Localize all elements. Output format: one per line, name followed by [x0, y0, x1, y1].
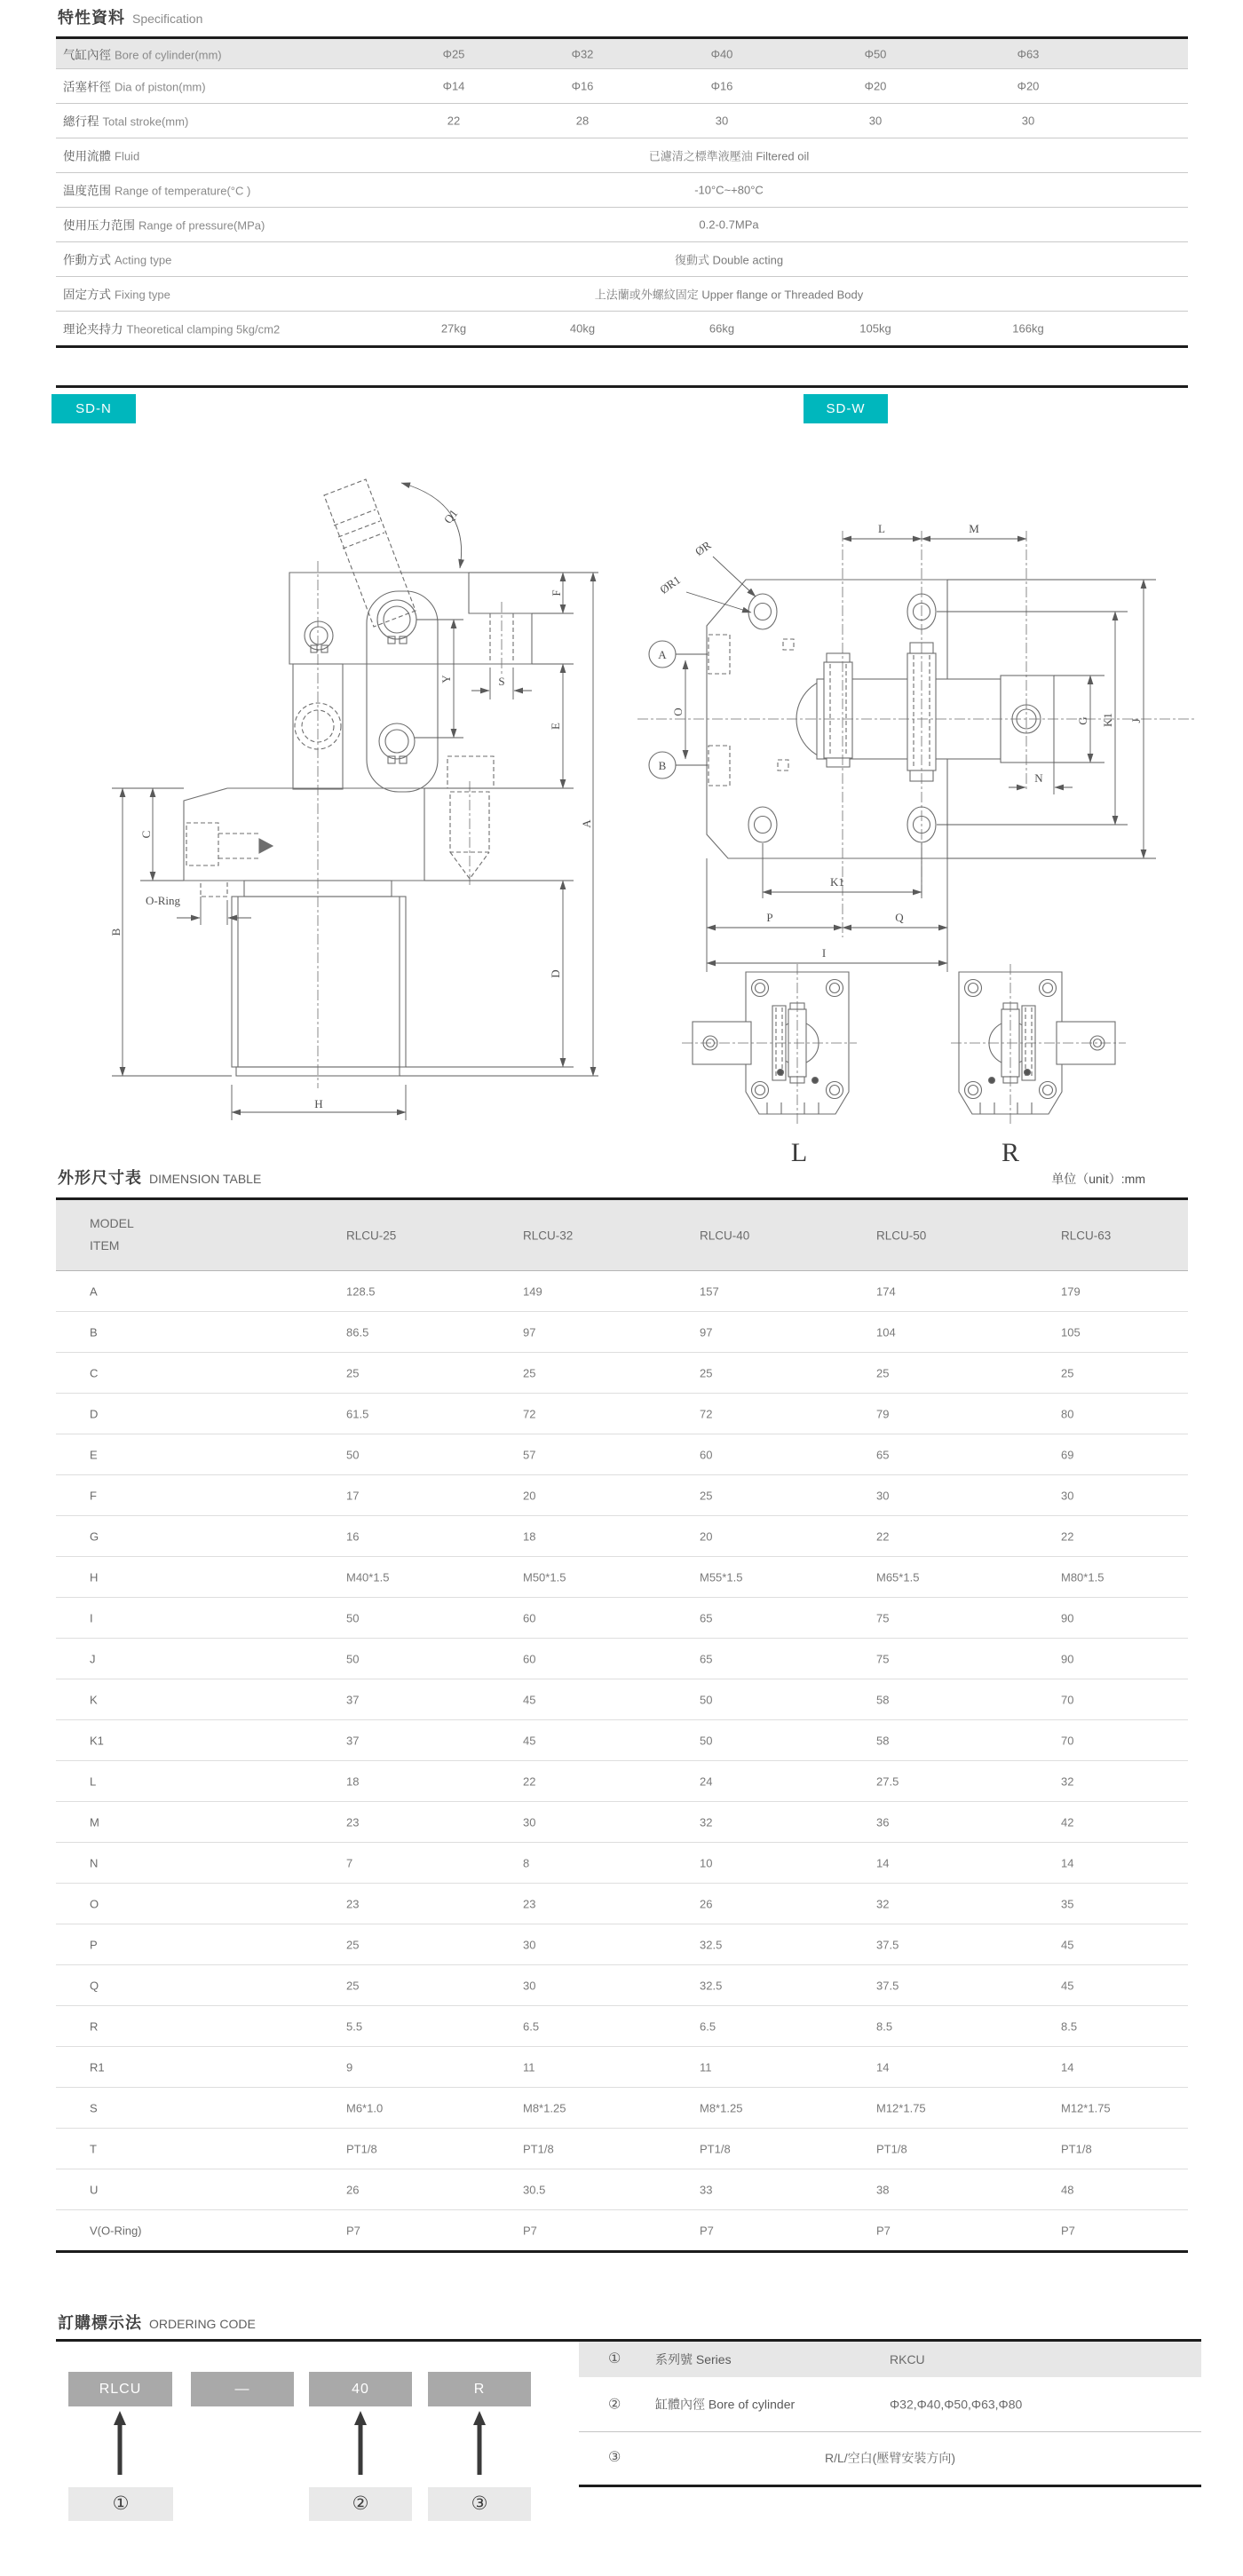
badge-sd-w: SD-W: [804, 394, 888, 423]
dim-label-dia-r: ØR: [693, 538, 714, 558]
dim-value: 45: [1061, 1979, 1074, 1992]
dim-value: M50*1.5: [523, 1570, 566, 1584]
spec-merged-value: -10°C~+80°C: [694, 183, 764, 197]
spec-value: Φ40: [710, 47, 733, 60]
dim-row-item: N: [90, 1856, 99, 1869]
dimension-table-row: [56, 2047, 1188, 2088]
ordering-section-title: [58, 2311, 256, 2334]
dim-value: 6.5: [523, 2019, 540, 2033]
spec-value: Φ50: [864, 47, 887, 60]
dim-label-s: S: [498, 675, 505, 688]
dim-row-item: B: [90, 1325, 98, 1339]
dim-row-item: J: [90, 1652, 96, 1665]
dim-value: 14: [1061, 2060, 1074, 2074]
dim-value: 174: [876, 1284, 896, 1298]
info-row-value: R/L/空白(壓臂安裝方向): [825, 2451, 955, 2465]
port-label-a: A: [658, 648, 667, 661]
dimension-table-row: [56, 2169, 1188, 2210]
dimension-table-body: [56, 1271, 1188, 2250]
dimension-table-row: [56, 1475, 1188, 1516]
spec-merged-value: 上法蘭或外螺紋固定 Upper flange or Threaded Body: [594, 288, 864, 302]
dim-value: 75: [876, 1652, 890, 1665]
dimension-table-row: [56, 1557, 1188, 1598]
dim-value: 6.5: [700, 2019, 717, 2033]
dim-value: 128.5: [346, 1284, 376, 1298]
dim-value: 86.5: [346, 1325, 369, 1339]
dim-value: 97: [700, 1325, 713, 1339]
dim-value: 30: [1061, 1489, 1074, 1502]
spec-value: Φ16: [710, 79, 733, 93]
dim-value: 32.5: [700, 1979, 723, 1992]
dim-row-item: I: [90, 1611, 93, 1624]
dim-value: 65: [876, 1448, 890, 1461]
dim-value: 60: [523, 1652, 536, 1665]
dim-value: 37.5: [876, 1979, 899, 1992]
dim-value: 179: [1061, 1284, 1081, 1298]
dim-value: M80*1.5: [1061, 1570, 1104, 1584]
spec-value: 30: [1021, 114, 1035, 128]
dim-value: 70: [1061, 1734, 1074, 1747]
dim-value: 32: [700, 1815, 713, 1829]
dim-value: 58: [876, 1693, 890, 1706]
dim-row-item: P: [90, 1938, 98, 1951]
orientation-view-left: [682, 964, 857, 1124]
info-row-number: ②: [608, 2397, 622, 2412]
spec-value: 28: [575, 114, 590, 128]
dim-row-item: K1: [90, 1734, 104, 1747]
dim-value: 30: [523, 1979, 536, 1992]
dim-label-f: F: [550, 589, 563, 597]
dim-value: 75: [876, 1611, 890, 1624]
up-arrow-icon: [354, 2411, 367, 2475]
dim-label-dia-r1: ØR1: [657, 573, 684, 597]
dim-value: 18: [346, 1774, 360, 1788]
dim-label-l: L: [878, 522, 885, 535]
dim-value: 50: [700, 1693, 713, 1706]
dim-value: M6*1.0: [346, 2101, 384, 2114]
spec-value: Φ32: [571, 47, 594, 60]
dim-value: 9: [346, 2060, 353, 2074]
dim-label-o: O: [671, 707, 685, 716]
spec-value: Φ20: [864, 79, 887, 93]
spec-merged-value: 復動式 Double acting: [674, 253, 784, 267]
up-arrow-icon: [473, 2411, 486, 2475]
dim-value: 7: [346, 1856, 353, 1869]
dim-value: 30.5: [523, 2183, 546, 2196]
dim-row-item: E: [90, 1448, 98, 1461]
dim-value: 58: [876, 1734, 890, 1747]
dimension-table-row: [56, 1965, 1188, 2006]
spec-title-zh: 特性資料: [58, 9, 125, 27]
dim-header-model: MODEL: [90, 1216, 134, 1230]
spec-row-label: 温度范围 Range of temperature(°C ): [63, 184, 251, 198]
dim-value: 18: [523, 1529, 536, 1543]
spec-merged-value: 已濾清之標準液壓油 Filtered oil: [648, 149, 810, 163]
dim-value: 22: [1061, 1529, 1074, 1543]
ordering-code-box-series: RLCU: [68, 2372, 172, 2406]
spec-value: Φ20: [1017, 79, 1040, 93]
dim-value: 25: [1061, 1366, 1074, 1379]
dim-value: 11: [700, 2060, 712, 2074]
ordering-info-row-direction: [579, 2431, 1201, 2485]
info-row-label: 缸體內徑 Bore of cylinder: [655, 2397, 796, 2411]
dim-value: 22: [876, 1529, 890, 1543]
dim-row-item: K: [90, 1693, 98, 1706]
dim-value: P7: [346, 2224, 360, 2237]
dim-value: 14: [876, 1856, 890, 1869]
dim-value: 37.5: [876, 1938, 899, 1951]
dimension-table: [56, 1197, 1188, 2253]
dim-label-c: C: [139, 830, 153, 839]
dim-value: 25: [876, 1366, 890, 1379]
dim-value: 5.5: [346, 2019, 363, 2033]
spec-row-label: 總行程 Total stroke(mm): [63, 115, 189, 129]
dim-value: 14: [876, 2060, 890, 2074]
dim-value: 50: [700, 1734, 713, 1747]
side-view-dimensions: [112, 483, 598, 1120]
dim-header-item: ITEM: [90, 1238, 120, 1252]
spec-value: 40kg: [569, 321, 596, 336]
ordering-title-zh: 訂購標示法: [58, 2314, 142, 2332]
side-view-drawing: [53, 462, 604, 1136]
dim-label-k1-bottom: K1: [830, 875, 844, 889]
dim-value: 16: [346, 1529, 360, 1543]
dim-value: 70: [1061, 1693, 1074, 1706]
dim-row-item: R: [90, 2019, 99, 2033]
dimension-section-title: [58, 1166, 261, 1189]
orientation-views-drawing: [675, 959, 1243, 1181]
dim-value: 23: [523, 1897, 536, 1910]
spec-row-label: 作動方式 Acting type: [63, 253, 172, 267]
spec-table-row: [56, 208, 1188, 242]
spec-table-row: [56, 173, 1188, 208]
dimension-table-row: [56, 1843, 1188, 1884]
dim-row-item: S: [90, 2101, 98, 2114]
dimension-table-header: [56, 1200, 1188, 1271]
dim-value: 26: [700, 1897, 713, 1910]
spec-row-label: 固定方式 Fixing type: [63, 288, 170, 302]
dim-label-d: D: [549, 969, 562, 978]
top-view-drawing: [622, 479, 1225, 985]
dim-value: 35: [1061, 1897, 1074, 1910]
dim-value: 48: [1061, 2183, 1074, 2196]
dim-value: 26: [346, 2183, 360, 2196]
dimension-table-row: [56, 1353, 1188, 1394]
badge-sd-n: SD-N: [51, 394, 136, 423]
dim-value: 30: [876, 1489, 890, 1502]
dim-value: 25: [700, 1366, 713, 1379]
info-row-number: ①: [608, 2351, 622, 2367]
spec-value: 27kg: [440, 321, 467, 336]
dim-value: PT1/8: [876, 2142, 907, 2155]
dim-value: M8*1.25: [523, 2101, 566, 2114]
dimension-table-row: [56, 1924, 1188, 1965]
dim-value: 50: [346, 1652, 360, 1665]
dim-label-h: H: [314, 1097, 323, 1110]
dim-label-o-ring: O-Ring: [146, 894, 180, 907]
dim-value: 61.5: [346, 1407, 369, 1420]
spec-section-title: [58, 5, 202, 28]
dim-value: 57: [523, 1448, 536, 1461]
dimension-table-row: [56, 1434, 1188, 1475]
dim-row-item: V(O-Ring): [90, 2224, 142, 2237]
ordering-marker-2: ②: [309, 2487, 412, 2521]
dim-value: 45: [523, 1693, 536, 1706]
dim-value: 45: [523, 1734, 536, 1747]
top-view-outline: [637, 531, 1194, 937]
dimension-table-row: [56, 1598, 1188, 1639]
dim-value: 45: [1061, 1938, 1074, 1951]
ordering-code-box-direction: R: [428, 2372, 531, 2406]
spec-value: 66kg: [709, 321, 735, 336]
dim-value: 80: [1061, 1407, 1074, 1420]
dim-column-header: RLCU-32: [523, 1229, 574, 1242]
dim-value: PT1/8: [700, 2142, 731, 2155]
dim-value: 72: [523, 1407, 536, 1420]
dim-value: 30: [523, 1815, 536, 1829]
dim-title-zh: 外形尺寸表: [58, 1169, 142, 1187]
dimension-table-row: [56, 1394, 1188, 1434]
spec-table: [56, 36, 1188, 348]
dim-label-y: Y: [439, 675, 453, 684]
dim-row-item: C: [90, 1366, 99, 1379]
dimension-table-row: [56, 2210, 1188, 2250]
dim-value: 24: [700, 1774, 713, 1788]
dimension-table-row: [56, 1720, 1188, 1761]
orientation-label-left: L: [790, 1138, 808, 1167]
dim-column-header: RLCU-40: [700, 1229, 750, 1242]
dim-value: 60: [700, 1448, 713, 1461]
dim-value: 50: [346, 1611, 360, 1624]
dim-value: 36: [876, 1815, 890, 1829]
dim-value: M65*1.5: [876, 1570, 920, 1584]
dim-value: PT1/8: [523, 2142, 554, 2155]
spec-table-row: [56, 104, 1188, 138]
dim-header-model-item: [90, 1213, 134, 1257]
dim-value: 22: [523, 1774, 536, 1788]
dimension-table-row: [56, 2129, 1188, 2169]
dim-value: 149: [523, 1284, 542, 1298]
info-row-number: ③: [608, 2450, 622, 2465]
dimension-table-row: [56, 1802, 1188, 1843]
dim-value: 38: [876, 2183, 890, 2196]
info-row-value: Φ32,Φ40,Φ50,Φ63,Φ80: [890, 2397, 1023, 2411]
ordering-info-row-bore: [579, 2377, 1201, 2432]
spec-value: 166kg: [1012, 321, 1044, 336]
dim-column-header: RLCU-25: [346, 1229, 397, 1242]
dim-value: 20: [700, 1529, 713, 1543]
spec-value: Φ25: [442, 47, 465, 60]
dim-row-item: L: [90, 1774, 97, 1788]
dim-value: 104: [876, 1325, 896, 1339]
spec-table-row: [56, 69, 1188, 104]
dim-value: 25: [346, 1366, 360, 1379]
dim-row-item: T: [90, 2142, 97, 2155]
spec-row-label: 使用压力范围 Range of pressure(MPa): [63, 218, 265, 233]
dim-value: 32: [1061, 1774, 1074, 1788]
dim-label-i: I: [821, 946, 827, 960]
ordering-table-bottom-rule: [579, 2485, 1201, 2487]
dimension-table-row: [56, 2088, 1188, 2129]
dim-value: 37: [346, 1734, 360, 1747]
dim-value: 25: [346, 1938, 360, 1951]
dim-value: P7: [876, 2224, 891, 2237]
dim-label-n: N: [1034, 771, 1043, 785]
spec-value: Φ63: [1017, 47, 1040, 60]
dimension-table-row: [56, 1639, 1188, 1679]
dimension-table-row: [56, 1761, 1188, 1802]
spec-value: Φ16: [571, 79, 594, 93]
dim-value: M55*1.5: [700, 1570, 743, 1584]
dim-value: PT1/8: [1061, 2142, 1092, 2155]
dim-value: 65: [700, 1652, 713, 1665]
dim-value: 37: [346, 1693, 360, 1706]
ordering-code-box-bore: 40: [309, 2372, 412, 2406]
spec-row-label: 使用流體 Fluid: [63, 149, 140, 163]
dim-label-m: M: [969, 522, 979, 535]
dim-value: 17: [346, 1489, 360, 1502]
spec-table-row: [56, 312, 1188, 345]
dimension-table-row: [56, 2006, 1188, 2047]
dim-value: 30: [523, 1938, 536, 1951]
info-row-value: RKCU: [890, 2352, 925, 2367]
dim-value: 11: [523, 2060, 535, 2074]
dim-value: 157: [700, 1284, 719, 1298]
spec-value: Φ14: [442, 79, 465, 93]
dim-value: 8.5: [1061, 2019, 1078, 2033]
spec-value: 22: [447, 114, 461, 128]
dim-label-b: B: [109, 928, 123, 936]
dim-label-k1-right: K1: [1101, 713, 1114, 727]
dim-value: 65: [700, 1611, 713, 1624]
spec-table-row: [56, 242, 1188, 277]
dim-value: 8: [523, 1856, 530, 1869]
dim-value: 69: [1061, 1448, 1074, 1461]
dim-value: 20: [523, 1489, 536, 1502]
spec-table-row: [56, 277, 1188, 312]
dim-value: P7: [700, 2224, 714, 2237]
up-arrow-icon: [114, 2411, 126, 2475]
dim-row-item: M: [90, 1815, 99, 1829]
dim-row-item: F: [90, 1489, 97, 1502]
dim-row-item: D: [90, 1407, 99, 1420]
dim-value: 25: [700, 1489, 713, 1502]
dimension-table-row: [56, 1884, 1188, 1924]
dimension-table-row: [56, 1312, 1188, 1353]
spec-value: 105kg: [859, 321, 891, 336]
ordering-marker-3: ③: [428, 2487, 531, 2521]
spec-row-label: 理论夹持力 Theoretical clamping 5kg/cm2: [63, 322, 281, 336]
ordering-marker-1: ①: [68, 2487, 173, 2521]
dim-value: 42: [1061, 1815, 1074, 1829]
spec-table-row: [56, 138, 1188, 173]
dimension-table-row: [56, 1679, 1188, 1720]
dim-row-item: O: [90, 1897, 99, 1910]
dim-value: 97: [523, 1325, 536, 1339]
dim-row-item: H: [90, 1570, 99, 1584]
dim-value: PT1/8: [346, 2142, 377, 2155]
dim-value: 105: [1061, 1325, 1081, 1339]
dim-value: 25: [523, 1366, 536, 1379]
dim-column-header: RLCU-63: [1061, 1229, 1112, 1242]
dim-row-item: U: [90, 2183, 99, 2196]
dim-value: M12*1.75: [876, 2101, 926, 2114]
dim-value: 10: [700, 1856, 713, 1869]
dim-unit-label: 单位（unit）:mm: [1051, 1172, 1145, 1186]
spec-merged-value: 0.2-0.7MPa: [699, 217, 759, 232]
dim-value: 8.5: [876, 2019, 893, 2033]
dim-value: 72: [700, 1407, 713, 1420]
spec-table-row: [56, 39, 1188, 69]
spec-title-en: Specification: [132, 12, 203, 26]
dim-value: 32: [876, 1897, 890, 1910]
dimension-table-row: [56, 1516, 1188, 1557]
orientation-view-right: [951, 964, 1126, 1124]
dim-value: 90: [1061, 1611, 1074, 1624]
port-label-b: B: [658, 759, 667, 772]
ordering-title-en: ORDERING CODE: [149, 2317, 256, 2331]
dim-label-e: E: [549, 723, 562, 730]
dim-row-item: A: [90, 1284, 98, 1298]
dim-value: P7: [1061, 2224, 1075, 2237]
dim-value: 23: [346, 1897, 360, 1910]
dim-value: 25: [346, 1979, 360, 1992]
dim-value: 90: [1061, 1652, 1074, 1665]
orientation-label-right: R: [1001, 1138, 1020, 1167]
dim-label-g: G: [1076, 716, 1089, 725]
dim-value: P7: [523, 2224, 537, 2237]
dimension-table-row: [56, 1271, 1188, 1312]
side-view-outline: [184, 479, 532, 1088]
ordering-info-row-series: [579, 2342, 1201, 2377]
dim-row-item: R1: [90, 2060, 105, 2074]
dim-row-item: Q: [90, 1979, 99, 1992]
dim-label-p: P: [766, 911, 773, 924]
dim-label-q1: Q1: [440, 506, 461, 526]
dim-column-header: RLCU-50: [876, 1229, 927, 1242]
dim-value: M40*1.5: [346, 1570, 390, 1584]
dim-title-en: DIMENSION TABLE: [149, 1172, 262, 1186]
dim-value: 79: [876, 1407, 890, 1420]
section-divider: [56, 385, 1188, 388]
spec-value: 30: [868, 114, 883, 128]
dim-row-item: G: [90, 1529, 99, 1543]
dim-value: 32.5: [700, 1938, 723, 1951]
dim-value: 14: [1061, 1856, 1074, 1869]
dim-value: 33: [700, 2183, 713, 2196]
spec-row-label: 活塞杆徑 Dia of piston(mm): [63, 80, 206, 94]
spec-row-label: 气缸內徑 Bore of cylinder(mm): [63, 48, 222, 61]
dim-label-q: Q: [895, 911, 904, 924]
dim-value: 50: [346, 1448, 360, 1461]
dim-value: M8*1.25: [700, 2101, 743, 2114]
dim-label-a: A: [580, 819, 593, 828]
dim-value: 23: [346, 1815, 360, 1829]
dim-value: 60: [523, 1611, 536, 1624]
info-row-label: 系列號 Series: [655, 2352, 732, 2367]
dim-value: 27.5: [876, 1774, 899, 1788]
dim-label-j: J: [1129, 718, 1143, 723]
spec-value: 30: [715, 114, 729, 128]
dim-value: M12*1.75: [1061, 2101, 1111, 2114]
ordering-code-box-dash: —: [191, 2372, 294, 2406]
